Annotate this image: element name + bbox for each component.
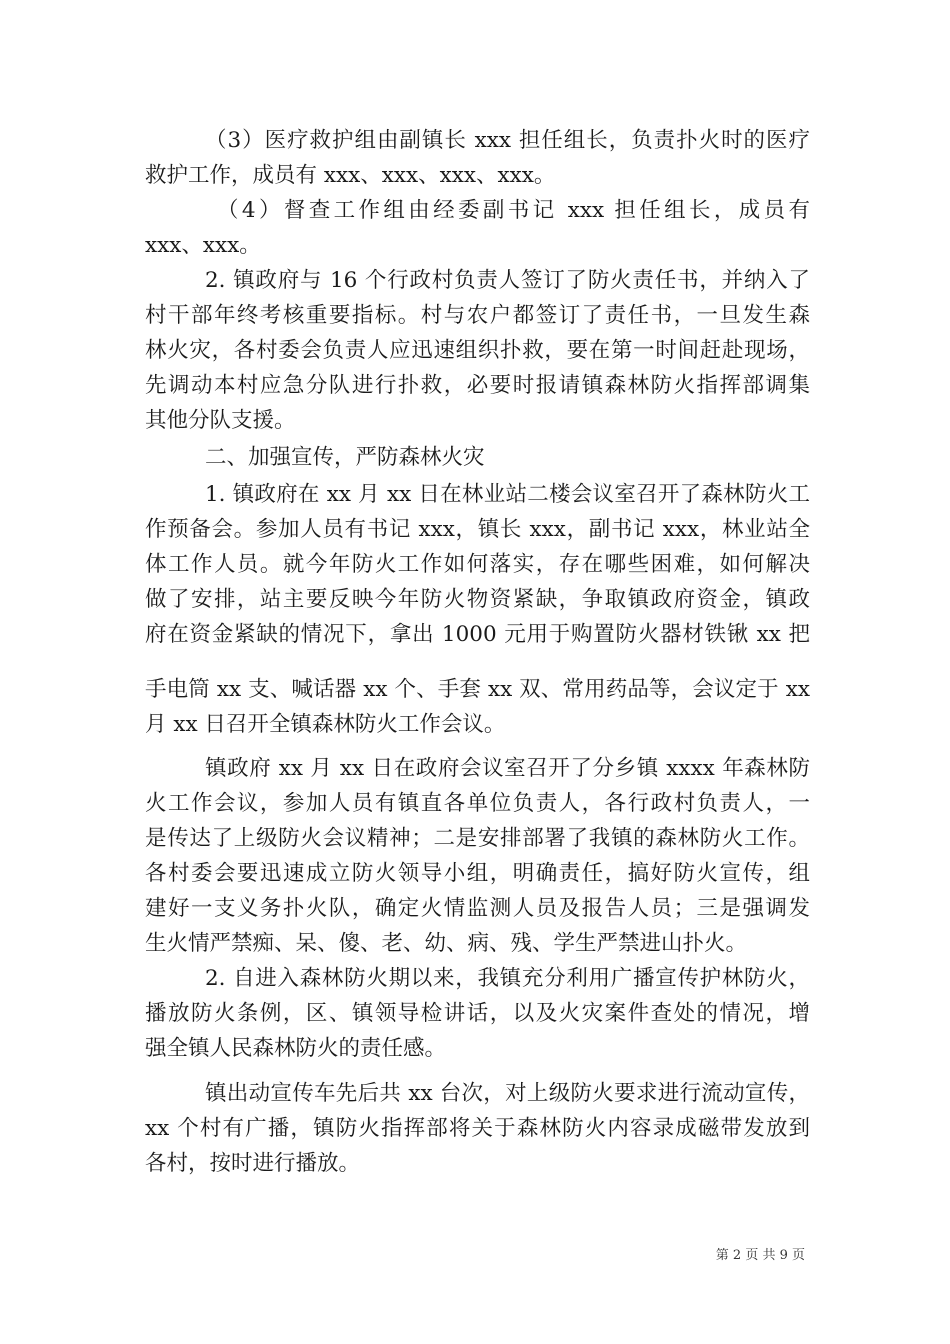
text-line: 播放防火条例，区、镇领导检讲话，以及火灾案件查处的情况，增	[145, 1001, 810, 1026]
text-line: 手电筒 xx 支、喊话器 xx 个、手套 xx 双、常用药品等，会议定于 xx	[145, 677, 810, 702]
text-line: 救护工作，成员有 xxx、xxx、xxx、xxx。	[145, 163, 556, 188]
text-line: 府在资金紧缺的情况下，拿出 1000 元用于购置防火器材铁锹 xx 把	[145, 622, 810, 647]
text-line: （3）医疗救护组由副镇长 xxx 担任组长，负责扑火时的医疗	[205, 128, 810, 153]
text-line: xxx、xxx。	[145, 233, 261, 258]
text-line: 镇出动宣传车先后共 xx 台次，对上级防火要求进行流动宣传，	[205, 1081, 810, 1106]
text-line: 各村，按时进行播放。	[145, 1151, 361, 1176]
section-heading: 二、加强宣传，严防森林火灾	[205, 445, 485, 470]
text-line: 1. 镇政府在 xx 月 xx 日在林业站二楼会议室召开了森林防火工	[205, 482, 810, 507]
page-number: 第 2 页 共 9 页	[715, 1248, 805, 1263]
text-line: xx 个村有广播，镇防火指挥部将关于森林防火内容录成磁带发放到	[145, 1116, 810, 1141]
text-line: 体工作人员。就今年防火工作如何落实，存在哪些困难，如何解决	[145, 552, 810, 577]
text-line: 月 xx 日召开全镇森林防火工作会议。	[145, 712, 506, 737]
text-line: 生火情严禁痴、呆、傻、老、幼、病、残、学生严禁进山扑火。	[145, 931, 748, 956]
text-line: 2. 镇政府与 16 个行政村负责人签订了防火责任书，并纳入了	[205, 268, 810, 293]
text-line: 作预备会。参加人员有书记 xxx，镇长 xxx，副书记 xxx，林业站全	[145, 517, 810, 542]
text-line: 是传达了上级防火会议精神；二是安排部署了我镇的森林防火工作。	[145, 826, 810, 851]
text-line: 各村委会要迅速成立防火领导小组，明确责任，搞好防火宣传，组	[145, 861, 810, 886]
text-line: 镇政府 xx 月 xx 日在政府会议室召开了分乡镇 xxxx 年森林防	[205, 756, 810, 781]
text-line: 做了安排，站主要反映今年防火物资紧缺，争取镇政府资金，镇政	[145, 587, 810, 612]
text-line: 先调动本村应急分队进行扑救，必要时报请镇森林防火指挥部调集	[145, 373, 810, 398]
text-line: 村干部年终考核重要指标。村与农户都签订了责任书，一旦发生森	[145, 303, 810, 328]
text-line: 2. 自进入森林防火期以来，我镇充分利用广播宣传护林防火，	[205, 966, 810, 991]
text-line: 林火灾，各村委会负责人应迅速组织扑救，要在第一时间赶赴现场，	[145, 338, 810, 363]
text-line: 火工作会议，参加人员有镇直各单位负责人，各行政村负责人，一	[145, 791, 810, 816]
text-line: （4）督查工作组由经委副书记 xxx 担任组长，成员有	[217, 198, 810, 223]
text-line: 建好一支义务扑火队，确定火情监测人员及报告人员；三是强调发	[145, 896, 810, 921]
text-line: 强全镇人民森林防火的责任感。	[145, 1036, 447, 1061]
text-line: 其他分队支援。	[145, 408, 296, 433]
